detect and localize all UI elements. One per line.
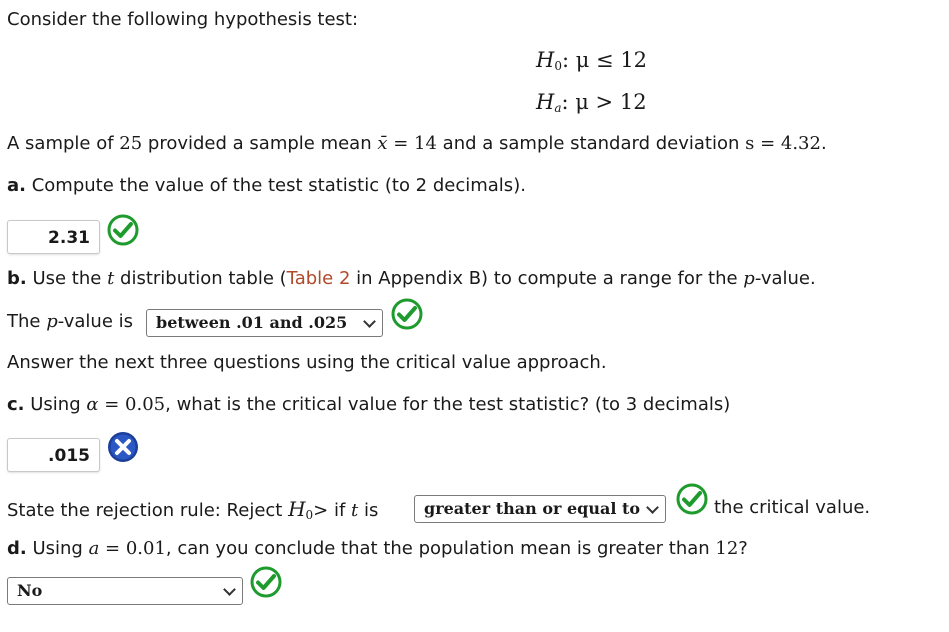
check-icon bbox=[107, 214, 139, 246]
rejection-rule-text: State the rejection rule: Reject $H_0>$ if t is bbox=[7, 497, 379, 522]
rejection-rule-suffix: the critical value. bbox=[714, 497, 871, 518]
cross-icon bbox=[107, 431, 139, 463]
alternative-hypothesis: $H_a$: μ > 12 bbox=[536, 90, 647, 115]
check-icon bbox=[250, 566, 282, 598]
conclusion-select[interactable] bbox=[7, 577, 243, 605]
intro-text: Consider the following hypothesis test: bbox=[7, 9, 359, 30]
rejection-rule-select-value: greater than or equal to bbox=[424, 499, 641, 518]
critical-value-input[interactable]: .015 bbox=[7, 438, 100, 472]
question-b: b. Use the t distribution table (Table 2 in Appendix B) to compute a range for the p-value. bbox=[7, 268, 816, 289]
rejection-rule-select[interactable] bbox=[414, 495, 666, 523]
chevron-down-icon bbox=[223, 583, 236, 596]
critical-approach-text: Answer the next three questions using the critical value approach. bbox=[7, 352, 607, 373]
test-statistic-input[interactable]: 2.31 bbox=[7, 220, 100, 254]
p-value-label: The p-value is bbox=[7, 311, 134, 332]
null-hypothesis: $H_0$: μ ≤ 12 bbox=[536, 48, 648, 73]
question-d: d. Using a = 0.01, can you conclude that the population mean is greater than 12? bbox=[7, 538, 748, 559]
check-icon bbox=[391, 298, 423, 330]
p-value-select-value: between .01 and .025 bbox=[156, 313, 348, 332]
sample-description: A sample of 25 provided a sample mean x̄ = 14 and a sample standard deviation s = 4.32. bbox=[7, 133, 827, 154]
question-a: a. Compute the value of the test statistic (to 2 decimals). bbox=[7, 175, 526, 196]
question-c: c. Using α = 0.05, what is the critical value for the test statistic? (to 3 decimals) bbox=[7, 394, 731, 415]
check-icon bbox=[676, 483, 708, 515]
p-value-select[interactable] bbox=[146, 309, 383, 337]
chevron-down-icon bbox=[646, 501, 659, 514]
table-2-link[interactable]: Table 2 bbox=[286, 268, 351, 289]
chevron-down-icon bbox=[363, 315, 376, 328]
conclusion-select-value: No bbox=[17, 581, 43, 600]
